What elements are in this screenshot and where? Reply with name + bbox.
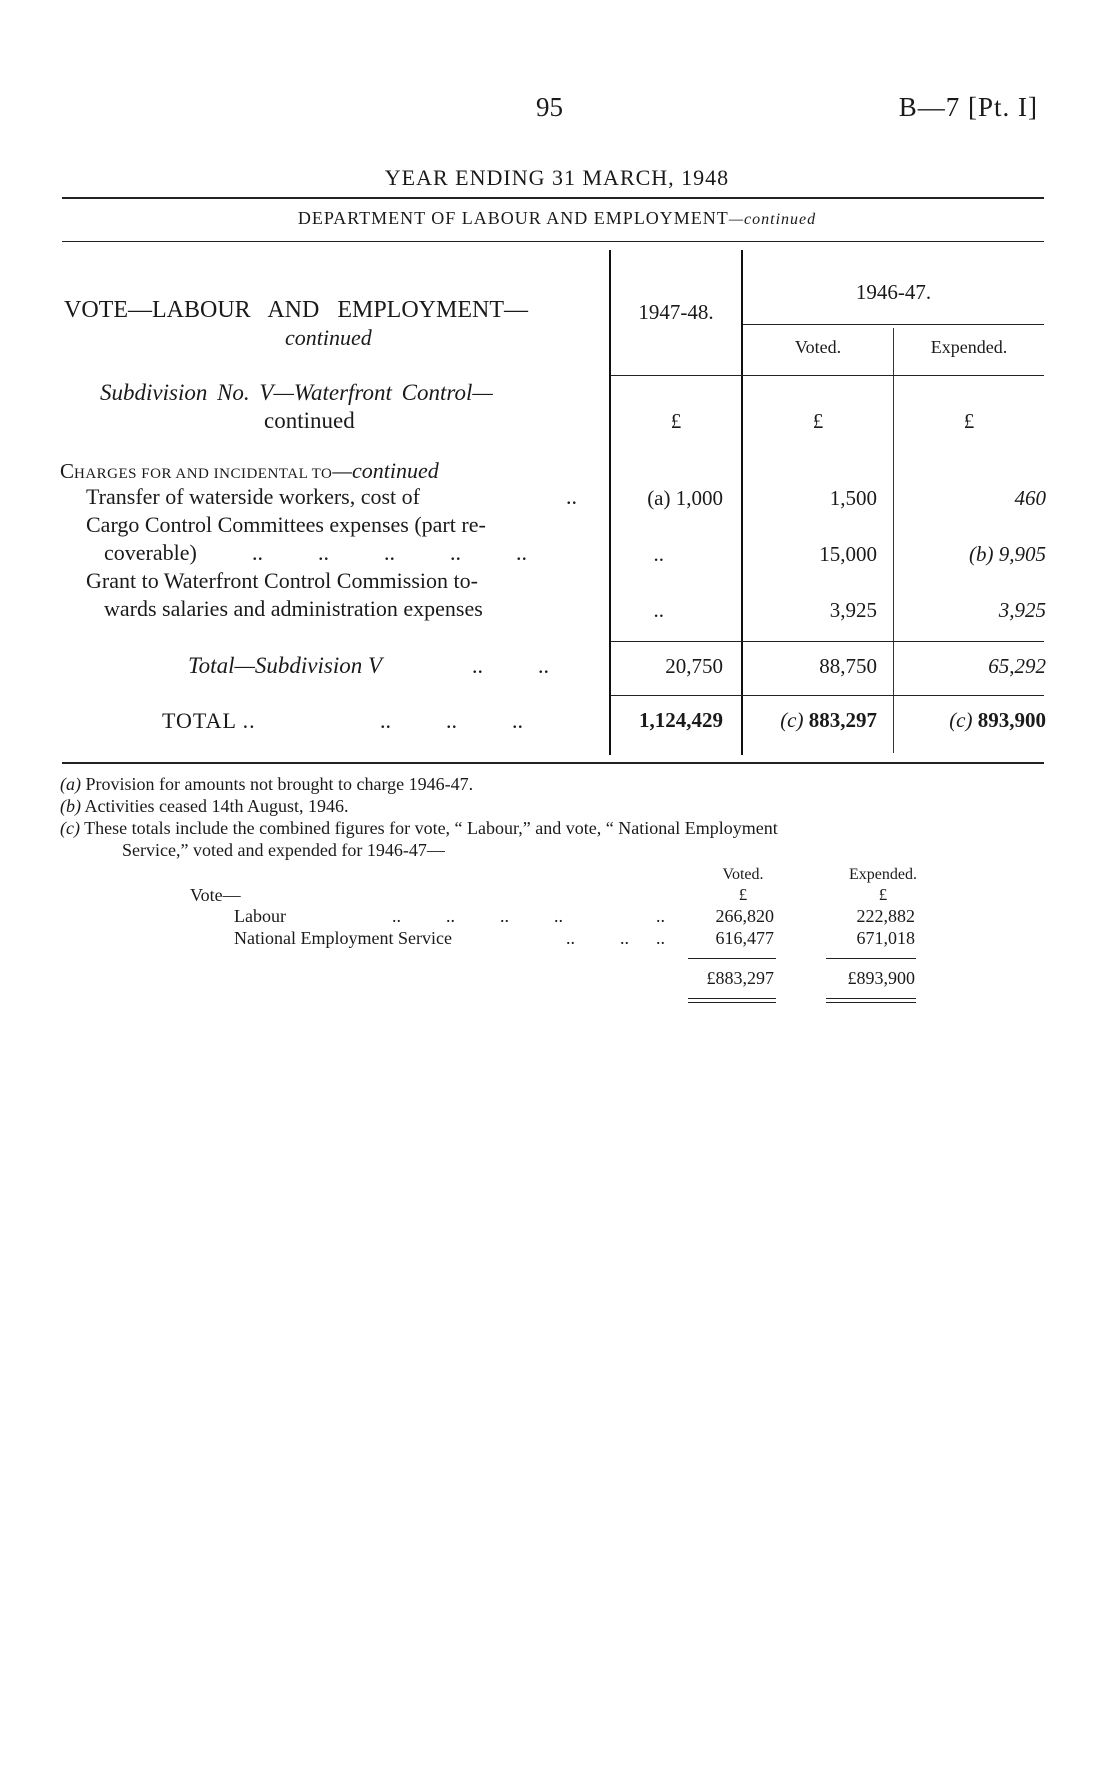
table-rule-bottom [62, 762, 1044, 764]
year-title: YEAR ENDING 31 MARCH, 1948 [384, 165, 730, 190]
leader-dots: .. .. [566, 928, 629, 948]
currency-expended: £ [963, 409, 975, 433]
subtable-total-expended: £893,900 [847, 968, 915, 988]
header-rule-top [62, 197, 1044, 199]
subtable-header-expended: Expended. [849, 866, 917, 883]
currency-1947-48: £ [670, 409, 682, 433]
subtable-currency-expended: £ [878, 885, 888, 904]
table-cell-expended: 3,925 [998, 598, 1046, 622]
table-rule-currency [611, 375, 1044, 376]
subdivision-continued: continued [264, 408, 355, 433]
department-continued: —continued [728, 211, 817, 228]
subtable-cell-voted: 266,820 [715, 906, 774, 926]
header-rule-bottom [62, 241, 1044, 242]
subtable-row-label: Labour [234, 906, 286, 926]
subtotal-label: Total—Subdivision V [188, 653, 383, 678]
vote-title: VOTE—LABOUR AND EMPLOYMENT— [64, 297, 528, 323]
table-vrule-mid [741, 250, 743, 755]
leader-dots: .. .. .. [380, 708, 523, 733]
total-voted: (c) 883,297 [780, 708, 877, 732]
subtable-cell-voted: 616,477 [715, 928, 774, 948]
subtable-header-voted: Voted. [722, 866, 764, 883]
table-cell-expended: (b) 9,905 [969, 542, 1046, 566]
subtable-rule-expended [826, 958, 916, 959]
subtable-cell-expended: 671,018 [856, 928, 915, 948]
table-vrule-voted-expended [893, 328, 894, 753]
column-header-voted: Voted. [794, 337, 842, 357]
subtable-cell-expended: 222,882 [856, 906, 915, 926]
footnote-c: (c) These totals include the combined figures for vote, “ Labour,” and vote, “ National Employment [60, 818, 778, 838]
leader-dots: .. .. .. .. .. [252, 540, 527, 565]
footnote-b: (b) Activities ceased 14th August, 1946. [60, 796, 349, 816]
subtable-double-rule-voted [688, 998, 776, 999]
subtable-rule-voted [688, 958, 776, 959]
table-cell-voted: 15,000 [819, 542, 877, 566]
table-cell-voted: 3,925 [829, 598, 877, 622]
table-rule-subtotal [611, 641, 1044, 642]
footnote-c-continued: Service,” voted and expended for 1946-47— [122, 840, 445, 860]
subtable-total-voted: £883,297 [706, 968, 774, 988]
subtable-currency-voted: £ [738, 885, 748, 904]
table-cell-1947-48: .. [653, 542, 664, 566]
table-cell-voted: 1,500 [829, 486, 877, 510]
leader-dots: .. .. [472, 653, 549, 678]
total-label: TOTAL .. [162, 708, 256, 733]
footnote-a: (a) Provision for amounts not brought to charge 1946-47. [60, 774, 474, 794]
report-reference: B—7 [Pt. I] [898, 92, 1038, 122]
table-cell-1947-48: (a) 1,000 [647, 486, 723, 510]
subtable-double-rule-expended [826, 998, 916, 999]
table-row-label: Grant to Waterfront Control Commission to- [86, 568, 478, 593]
table-row-label: Transfer of waterside workers, cost of [86, 484, 420, 509]
currency-voted: £ [812, 409, 824, 433]
table-cell-expended: 460 [1014, 486, 1046, 510]
table-rule-total [611, 695, 1044, 696]
subtable-double-rule-voted-2 [688, 1002, 776, 1003]
subtable-double-rule-expended-2 [826, 1002, 916, 1003]
table-row-label-continued: coverable) [104, 540, 197, 565]
column-header-1946-47: 1946-47. [855, 280, 932, 304]
department-title [0, 208, 1114, 229]
table-cell-1947-48: .. [653, 598, 664, 622]
vote-title-continued: continued [285, 325, 372, 350]
subdivision-title: Subdivision No. V—Waterfront Control— [100, 380, 493, 405]
subtotal-expended: 65,292 [988, 654, 1046, 678]
leader-dots: .. [656, 906, 665, 926]
total-1947-48: 1,124,429 [639, 708, 723, 732]
column-header-1947-48: 1947-48. [638, 300, 714, 324]
department-name: DEPARTMENT OF LABOUR AND EMPLOYMENT [297, 208, 729, 228]
column-header-expended: Expended. [930, 337, 1008, 357]
subtotal-voted: 88,750 [819, 654, 877, 678]
page-number: 95 [536, 92, 563, 122]
subtotal-1947-48: 20,750 [665, 654, 723, 678]
total-expended: (c) 893,900 [949, 708, 1046, 732]
table-vrule-left [609, 250, 611, 755]
subtable-vote-label: Vote— [190, 885, 241, 905]
table-rule-1946-47 [743, 324, 1044, 325]
table-row-label-continued: wards salaries and administration expenses [104, 596, 483, 621]
charges-heading: CHARGES FOR AND INCIDENTAL TO—continued [60, 458, 439, 483]
subtable-row-label: National Employment Service [234, 928, 452, 948]
table-row-label: Cargo Control Committees expenses (part re- [86, 512, 486, 537]
leader-dots: .. .. .. .. [392, 906, 563, 926]
leader-dots: .. [566, 484, 577, 509]
leader-dots: .. [656, 928, 665, 948]
